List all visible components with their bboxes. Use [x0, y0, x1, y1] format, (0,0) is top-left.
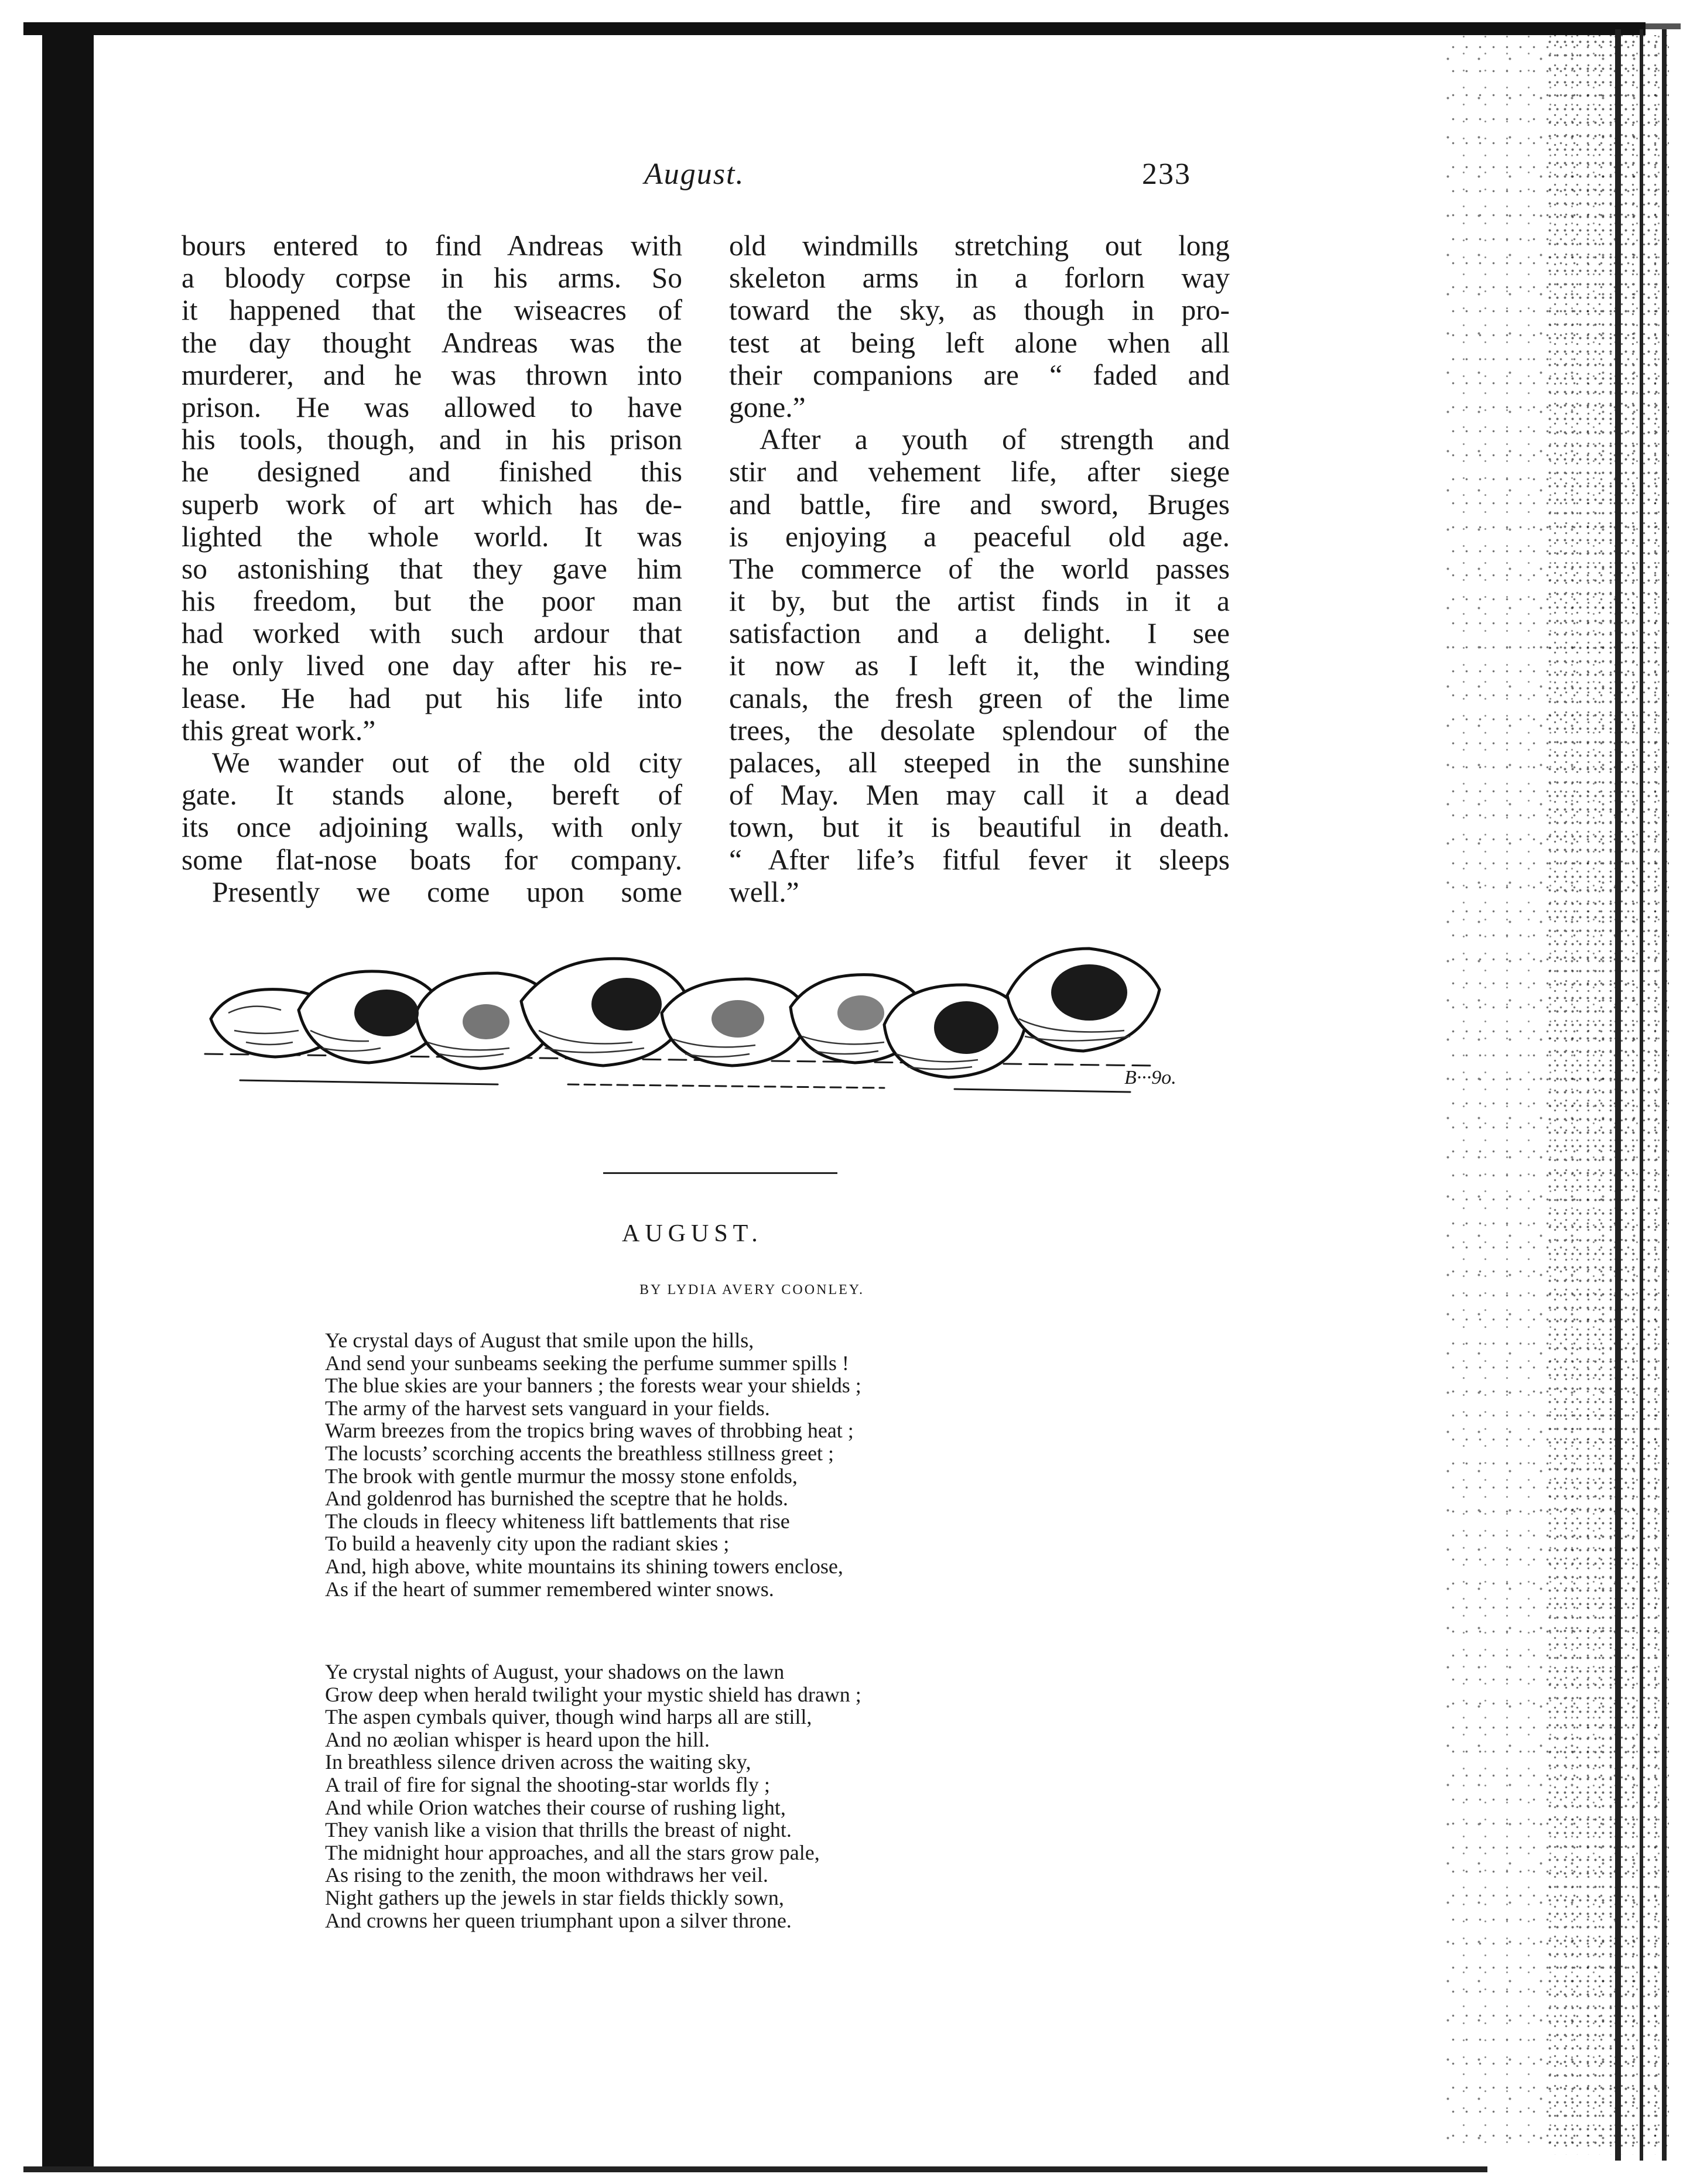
text-line: skeleton arms in a forlorn way: [729, 262, 1230, 295]
text-line: murderer, and he was thrown into: [182, 358, 682, 391]
text-line: superb work of art which has de-: [182, 488, 682, 521]
poem-line: To build a heavenly city upon the radiant skies ;: [325, 1532, 730, 1556]
poem-byline: BY LYDIA AVERY COONLEY.: [639, 1282, 864, 1298]
scan-right-stripe: [1615, 29, 1621, 2161]
poem-line: The midnight hour approaches, and all the stars grow pale,: [325, 1840, 820, 1864]
poem-line: And send your sunbeams seeking the perfume summer spills !: [325, 1351, 849, 1375]
text-line: he only lived one day after his re-: [182, 649, 682, 682]
text-line: gate. It stands alone, bereft of: [182, 779, 682, 812]
text-line: test at being left alone when all: [729, 326, 1230, 359]
poem-line: A trail of fire for signal the shooting-star worlds fly ;: [325, 1772, 770, 1796]
text-line: well.”: [729, 875, 799, 908]
text-line: town, but it is beautiful in death.: [729, 811, 1230, 844]
text-line: toward the sky, as though in pro-: [729, 294, 1230, 327]
poem-line: The aspen cymbals quiver, though wind harps all are still,: [325, 1705, 812, 1729]
poem-title: AUGUST.: [622, 1220, 763, 1247]
page-number: 233: [1142, 158, 1191, 191]
text-line: gone.”: [729, 391, 806, 423]
text-line: prison. He was allowed to have: [182, 391, 682, 423]
poem-line: The clouds in fleecy whiteness lift battlements that rise: [325, 1509, 790, 1533]
poem-line: Ye crystal days of August that smile upon the hills,: [325, 1329, 754, 1352]
poem-line: The locusts’ scorching accents the breathless stillness greet ;: [325, 1441, 834, 1465]
text-line: had worked with such ardour that: [182, 617, 682, 650]
scan-top-border: [23, 22, 1646, 35]
illustrator-signature: B···9o.: [1124, 1067, 1176, 1088]
poem-line: Warm breezes from the tropics bring waves of throbbing heat ;: [325, 1419, 854, 1443]
text-line: “ After life’s fitful fever it sleeps: [729, 843, 1230, 876]
text-line: this great work.”: [182, 714, 376, 747]
poem-line: And goldenrod has burnished the sceptre that he holds.: [325, 1487, 788, 1511]
poem-line: And while Orion watches their course of rushing light,: [325, 1795, 786, 1819]
scan-right-stripe: [1662, 29, 1667, 2161]
poem-stanza-2: [325, 1661, 861, 1932]
scan-top-border-fade: [1646, 23, 1681, 29]
text-line: their companions are “ faded and: [729, 358, 1230, 391]
running-title: August.: [644, 158, 745, 191]
text-line: stir and vehement life, after siege: [729, 456, 1230, 488]
text-line: it happened that the wiseacres of: [182, 294, 682, 327]
text-line: The commerce of the world passes: [729, 552, 1230, 585]
text-line: old windmills stretching out long: [729, 230, 1230, 262]
text-line: Presently we come upon some: [212, 875, 682, 908]
text-line: is enjoying a peaceful old age.: [729, 520, 1230, 553]
text-line: the day thought Andreas was the: [182, 326, 682, 359]
left-column: [182, 230, 682, 908]
text-line: canals, the fresh green of the lime: [729, 682, 1230, 714]
poem-line: The army of the harvest sets vanguard in your fields.: [325, 1396, 770, 1420]
poem-line: As if the heart of summer remembered winter snows.: [325, 1577, 774, 1601]
poem-line: They vanish like a vision that thrills the breast of night.: [325, 1818, 792, 1842]
text-line: its once adjoining walls, with only: [182, 811, 682, 844]
section-divider: [603, 1172, 837, 1174]
scan-edge-noise-dense: [1546, 35, 1669, 2155]
poem-line: Grow deep when herald twilight your mystic shield has drawn ;: [325, 1682, 861, 1706]
text-line: satisfaction and a delight. I see: [729, 617, 1230, 650]
text-line: it by, but the artist finds in it a: [729, 585, 1230, 618]
poem-line: And crowns her queen triumphant upon a silver throne.: [325, 1908, 792, 1932]
poem-line: The brook with gentle murmur the mossy stone enfolds,: [325, 1464, 798, 1488]
text-line: some flat-nose boats for company.: [182, 843, 682, 876]
right-column: [729, 230, 1230, 908]
text-line: of May. Men may call it a dead: [729, 779, 1230, 812]
scan-left-border: [42, 35, 94, 2166]
text-line: a bloody corpse in his arms. So: [182, 262, 682, 295]
scan-bottom-border: [23, 2166, 1487, 2172]
text-line: lighted the whole world. It was: [182, 520, 682, 553]
poem-line: As rising to the zenith, the moon withdraws her veil.: [325, 1863, 768, 1887]
text-line: so astonishing that they gave him: [182, 552, 682, 585]
wooden-shoes-illustration: [193, 931, 1230, 1124]
poem-line: Ye crystal nights of August, your shadows on the lawn: [325, 1660, 785, 1683]
poem-line: And, high above, white mountains its shining towers enclose,: [325, 1554, 843, 1578]
text-line: his freedom, but the poor man: [182, 585, 682, 618]
text-line: trees, the desolate splendour of the: [729, 714, 1230, 747]
text-line: he designed and finished this: [182, 456, 682, 488]
poem-stanza-1: [325, 1329, 861, 1600]
text-line: bours entered to find Andreas with: [182, 230, 682, 262]
text-line: it now as I left it, the winding: [729, 649, 1230, 682]
text-line: palaces, all steeped in the sunshine: [729, 747, 1230, 779]
text-line: lease. He had put his life into: [182, 682, 682, 714]
text-line: and battle, fire and sword, Bruges: [729, 488, 1230, 521]
scan-right-stripe: [1640, 29, 1643, 2161]
text-line: We wander out of the old city: [212, 747, 682, 779]
text-line: his tools, though, and in his prison: [182, 423, 682, 456]
text-line: After a youth of strength and: [760, 423, 1230, 456]
poem-line: And no æolian whisper is heard upon the hill.: [325, 1727, 710, 1751]
poem-line: The blue skies are your banners ; the forests wear your shields ;: [325, 1374, 861, 1398]
poem-line: Night gathers up the jewels in star fields thickly sown,: [325, 1885, 784, 1909]
poem-line: In breathless silence driven across the waiting sky,: [325, 1750, 751, 1774]
